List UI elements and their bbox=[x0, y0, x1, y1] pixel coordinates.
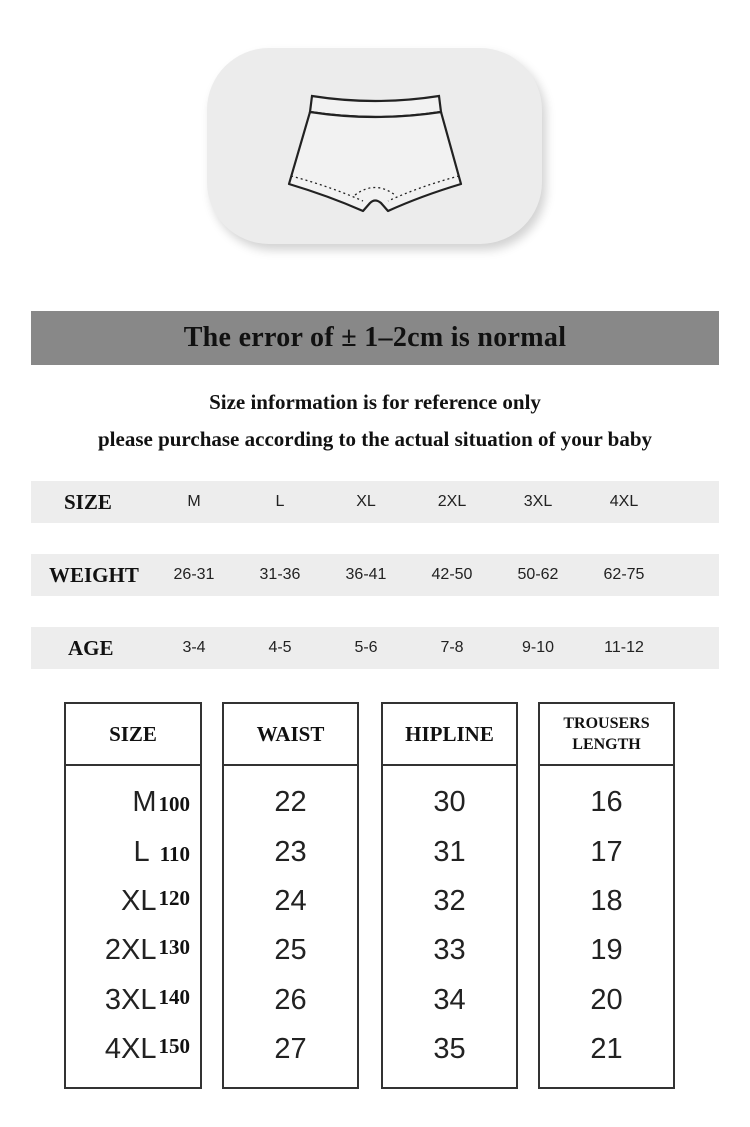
weight-value: 62-75 bbox=[603, 566, 645, 583]
trousers-header-line1: TROUSERS bbox=[563, 715, 650, 732]
reference-note: Size information is for reference only bbox=[209, 390, 541, 414]
size-code: XL bbox=[121, 885, 157, 917]
length-value: 21 bbox=[590, 1033, 623, 1065]
height-value: 100 bbox=[158, 792, 190, 816]
hipline-value: 30 bbox=[433, 786, 466, 818]
tolerance-banner bbox=[31, 311, 719, 365]
waist-value: 24 bbox=[274, 885, 307, 917]
age-row bbox=[31, 627, 719, 669]
size-column bbox=[64, 702, 202, 1089]
height-value: 120 bbox=[158, 886, 190, 910]
weight-row bbox=[31, 554, 719, 596]
size-value: XL bbox=[356, 493, 376, 510]
age-value: 4-5 bbox=[268, 639, 292, 656]
hipline-header: HIPLINE bbox=[383, 704, 516, 766]
weight-value: 50-62 bbox=[517, 566, 559, 583]
product-image-card bbox=[207, 48, 542, 244]
size-value: 3XL bbox=[523, 493, 553, 510]
waist-column bbox=[222, 702, 359, 1089]
size-header: SIZE bbox=[66, 704, 200, 766]
waist-value: 27 bbox=[274, 1033, 307, 1065]
size-code: 2XL bbox=[104, 934, 157, 966]
hipline-value: 34 bbox=[433, 984, 466, 1016]
height-value: 150 bbox=[158, 1034, 190, 1058]
weight-value: 42-50 bbox=[431, 566, 473, 583]
size-cell bbox=[121, 885, 190, 918]
height-value: 110 bbox=[159, 842, 190, 866]
waist-value: 25 bbox=[274, 934, 307, 966]
size-code: 4XL bbox=[104, 1033, 157, 1065]
shorts-icon bbox=[207, 48, 542, 244]
hipline-value: 31 bbox=[433, 836, 466, 868]
trousers-length-header bbox=[540, 704, 673, 766]
height-value: 140 bbox=[158, 985, 190, 1009]
length-value: 18 bbox=[590, 885, 623, 917]
length-value: 19 bbox=[590, 934, 623, 966]
size-row bbox=[31, 481, 719, 523]
row-label-weight: WEIGHT bbox=[49, 563, 139, 587]
size-cell bbox=[105, 1033, 190, 1066]
length-value: 16 bbox=[590, 786, 623, 818]
size-value: 2XL bbox=[437, 493, 467, 510]
length-value: 20 bbox=[590, 984, 623, 1016]
height-value: 130 bbox=[158, 935, 190, 959]
size-value: 4XL bbox=[609, 493, 639, 510]
weight-value: 36-41 bbox=[345, 566, 387, 583]
trousers-length-column bbox=[538, 702, 675, 1089]
size-value: M bbox=[187, 493, 201, 510]
purchase-note: please purchase according to the actual situation of your baby bbox=[98, 427, 652, 451]
hipline-value: 33 bbox=[433, 934, 466, 966]
waist-header: WAIST bbox=[224, 704, 357, 766]
size-cell bbox=[134, 836, 190, 869]
size-cell bbox=[132, 786, 190, 819]
banner-text: The error of ± 1–2cm is normal bbox=[183, 322, 567, 353]
waist-value: 22 bbox=[274, 786, 307, 818]
size-code: M bbox=[132, 786, 157, 818]
age-value: 5-6 bbox=[354, 639, 378, 656]
weight-value: 26-31 bbox=[173, 566, 215, 583]
trousers-header-line2: LENGTH bbox=[572, 736, 641, 753]
row-label-age: AGE bbox=[68, 636, 114, 660]
row-label-size: SIZE bbox=[64, 490, 112, 514]
waist-value: 26 bbox=[274, 984, 307, 1016]
age-value: 11-12 bbox=[604, 639, 644, 656]
size-code: L bbox=[133, 836, 150, 868]
hipline-column bbox=[381, 702, 518, 1089]
length-value: 17 bbox=[590, 836, 623, 868]
hipline-value: 32 bbox=[433, 885, 466, 917]
size-cell bbox=[105, 984, 190, 1017]
age-value: 9-10 bbox=[521, 639, 555, 656]
age-value: 3-4 bbox=[182, 639, 206, 656]
waist-value: 23 bbox=[274, 836, 307, 868]
weight-value: 31-36 bbox=[259, 566, 301, 583]
hipline-value: 35 bbox=[433, 1033, 466, 1065]
size-code: 3XL bbox=[104, 984, 157, 1016]
size-value: L bbox=[275, 493, 285, 510]
age-value: 7-8 bbox=[440, 639, 464, 656]
size-cell bbox=[105, 934, 190, 967]
